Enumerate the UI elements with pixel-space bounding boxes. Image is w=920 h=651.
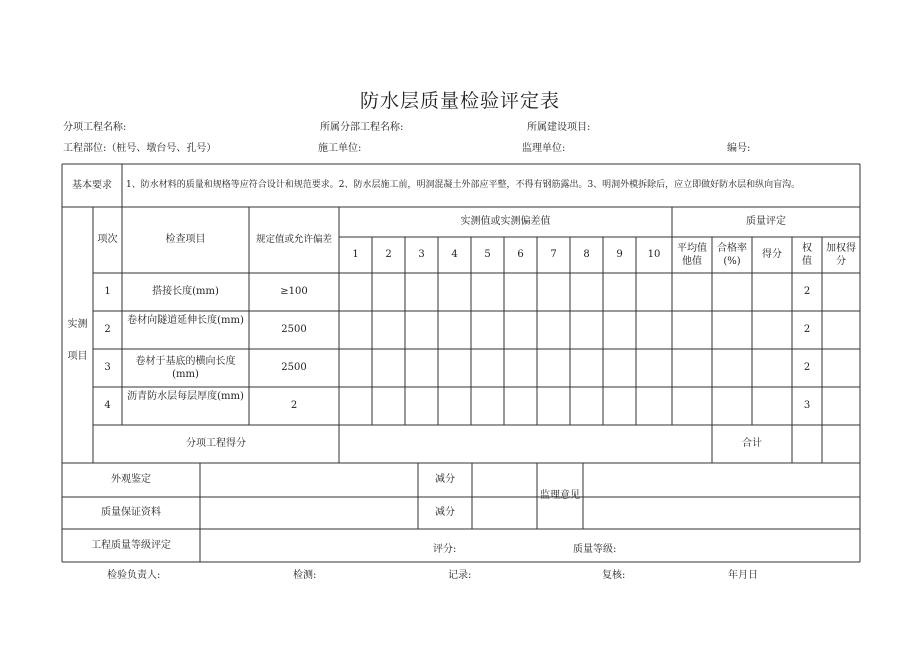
project-name-label: 分项工程名称: xyxy=(63,122,127,133)
row-2-index: 2 xyxy=(104,324,111,336)
basic-requirements-label: 基本要求 xyxy=(72,179,112,191)
appearance-label: 外观鉴定 xyxy=(111,474,151,486)
row-2-weight: 2 xyxy=(803,324,811,336)
quality-docs-label: 质量保证资料 xyxy=(101,507,161,519)
num-col-5: 5 xyxy=(484,249,491,261)
reviewer-label: 复核: xyxy=(602,570,626,581)
supervisor-opinion-label: 监理意见 xyxy=(540,490,580,502)
row-4-item: 沥青防水层每层厚度(mm) xyxy=(127,391,244,402)
serial-number-label: 编号: xyxy=(727,143,751,154)
num-col-1: 1 xyxy=(352,249,359,261)
appearance-deduct-label: 减分 xyxy=(435,474,455,486)
row-3-item: 卷材于基底的横向长度 (mm) xyxy=(135,355,236,380)
tester-label: 检测: xyxy=(293,570,317,581)
num-col-8: 8 xyxy=(583,249,590,261)
num-col-9: 9 xyxy=(616,249,623,261)
measured-values-header: 实测值或实测偏差值 xyxy=(460,216,551,228)
subtotal-label: 分项工程得分 xyxy=(186,438,246,450)
col-item-header: 检查项目 xyxy=(165,234,206,246)
construction-project-label: 所属建设项目: xyxy=(527,122,591,133)
row-2-spec: 2500 xyxy=(281,324,307,336)
measured-side-label-2: 项目 xyxy=(67,351,88,363)
row-3-weight: 2 xyxy=(803,362,811,374)
num-col-7: 7 xyxy=(550,249,557,261)
row-1-item: 搭接长度(mm) xyxy=(152,286,219,298)
quality-assessment-header: 质量评定 xyxy=(746,216,786,228)
col-pass-rate-header: 合格率 (%) xyxy=(717,242,747,267)
score-label: 评分: xyxy=(433,544,457,555)
division-name-label: 所属分部工程名称: xyxy=(320,122,404,133)
col-weighted-score-header: 加权得 分 xyxy=(826,242,856,267)
num-col-2: 2 xyxy=(385,249,392,261)
supervisor-unit-label: 监理单位: xyxy=(522,143,566,154)
date-label: 年月日 xyxy=(728,570,758,581)
basic-requirements-text: 1、防水材料的质量和规格等应符合设计和规范要求。2、防水层施工前，明洞混凝土外部应平整，不得有钢筋露出。3、明洞外模拆除后，应立即做好防水层和纵向盲沟。 xyxy=(126,180,801,191)
recorder-label: 记录: xyxy=(448,570,472,581)
row-1-weight: 2 xyxy=(803,286,811,298)
col-index-header: 项次 xyxy=(97,234,118,246)
num-col-10: 10 xyxy=(647,249,661,261)
row-1-spec: ≥100 xyxy=(280,286,308,298)
row-3-spec: 2500 xyxy=(281,362,307,374)
row-2-item: 卷材向隧道延伸长度(mm) xyxy=(127,315,244,326)
col-spec-header: 规定值或允许偏差 xyxy=(255,233,332,245)
contractor-label: 施工单位: xyxy=(318,143,362,154)
num-col-4: 4 xyxy=(451,249,458,261)
location-label: 工程部位:（桩号、墩台号、孔号） xyxy=(63,143,217,154)
inspector-label: 检验负责人: xyxy=(107,570,161,581)
row-4-weight: 3 xyxy=(803,400,811,412)
col-weight-header: 权 值 xyxy=(802,242,812,267)
row-4-spec: 2 xyxy=(290,400,298,412)
docs-deduct-label: 减分 xyxy=(435,507,455,519)
row-1-index: 1 xyxy=(104,286,111,298)
grade-evaluation-label: 工程质量等级评定 xyxy=(91,539,171,551)
measured-side-label-1: 实测 xyxy=(67,319,88,331)
col-score-header: 得分 xyxy=(762,249,782,261)
col-average-header: 平均值 他值 xyxy=(677,242,707,267)
page-title: 防水层质量检验评定表 xyxy=(359,90,560,112)
quality-level-label: 质量等级: xyxy=(573,544,617,555)
total-label: 合计 xyxy=(742,438,762,450)
num-col-3: 3 xyxy=(418,249,425,261)
row-4-index: 4 xyxy=(104,400,111,412)
num-col-6: 6 xyxy=(517,249,524,261)
row-3-index: 3 xyxy=(104,362,111,374)
